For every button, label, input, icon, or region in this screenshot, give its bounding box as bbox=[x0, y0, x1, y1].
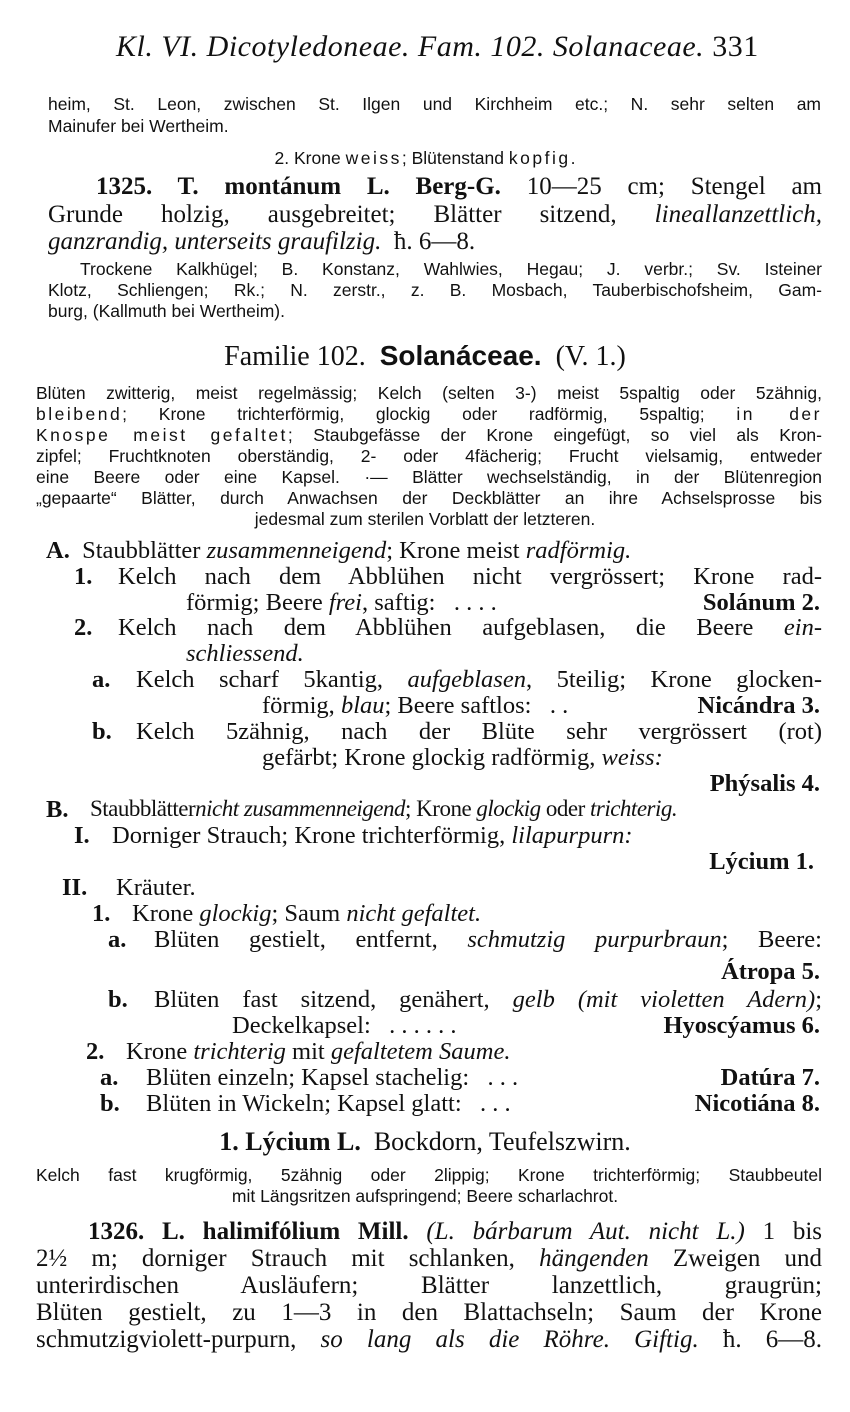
text-span: 1 bis bbox=[762, 1218, 822, 1245]
species-entry-line bbox=[48, 201, 822, 229]
species-name: 1326. L. halimifólium Mill. bbox=[88, 1218, 409, 1245]
key-line bbox=[90, 796, 677, 822]
text-span: , 5teilig; Krone glocken- bbox=[525, 666, 822, 693]
text-span: 10—25 cm; Stengel am bbox=[526, 173, 822, 200]
text-span: förmig; Beere bbox=[186, 589, 323, 616]
text-span: gefaltetem Saume. bbox=[330, 1038, 511, 1065]
key-line bbox=[186, 589, 497, 617]
key-line bbox=[146, 1090, 511, 1118]
key-line bbox=[118, 614, 822, 642]
key-line bbox=[232, 1012, 457, 1040]
species-entry-line bbox=[88, 1218, 822, 1246]
key-line: Kelch 5zähnig, nach der Blüte sehr vergrössert (rot) bbox=[136, 718, 822, 745]
text-span: Krone bbox=[126, 1038, 188, 1065]
text-span: Kelch nach dem Abblühen aufgeblasen, die Beere bbox=[118, 614, 754, 641]
running-head bbox=[116, 30, 759, 64]
text-span: glockig bbox=[199, 900, 272, 927]
text-span: Zweigen und bbox=[672, 1245, 823, 1272]
key-line: Kräuter. bbox=[116, 874, 196, 901]
text-span: , saftig: bbox=[362, 589, 436, 616]
text-span: weiss bbox=[345, 148, 402, 168]
text-line: heim, St. Leon, zwischen St. Ilgen und Kirchheim etc.; N. sehr selten am bbox=[48, 94, 821, 114]
text-span: ; Blütenstand bbox=[401, 148, 509, 168]
text-span: weiss: bbox=[601, 744, 663, 771]
text-span: (V. 1.) bbox=[555, 341, 626, 372]
text-span: ħ. 6—8. bbox=[393, 228, 476, 255]
key-line bbox=[262, 744, 663, 772]
species-entry-line bbox=[48, 228, 475, 256]
genus-name: 1. Lýcium L. bbox=[219, 1127, 361, 1156]
text-span: Krone bbox=[132, 900, 194, 927]
key-label: B. bbox=[46, 796, 69, 823]
group-heading bbox=[0, 148, 850, 169]
text-span: ganzrandig, unterseits graufilzig. bbox=[48, 228, 382, 255]
text-span: bleibend bbox=[36, 404, 123, 424]
text-span: Deckelkapsel: bbox=[232, 1012, 371, 1039]
text-span: schmutzig purpurbraun bbox=[467, 926, 722, 953]
text-span: ; bbox=[815, 986, 822, 1013]
text-span: ; Krone meist bbox=[386, 537, 520, 564]
text-span: Blüten in Wickeln; Kapsel glatt: bbox=[146, 1090, 462, 1117]
key-line bbox=[262, 692, 568, 720]
text-span: radförmig. bbox=[525, 537, 632, 564]
genus-heading bbox=[0, 1127, 850, 1157]
key-line bbox=[154, 986, 822, 1014]
text-span: oder bbox=[540, 796, 590, 821]
text-span: ; Beere saftlos: bbox=[384, 692, 532, 719]
text-span: nicht gefaltet. bbox=[346, 900, 482, 927]
key-line bbox=[46, 537, 631, 565]
text-span: förmig, bbox=[262, 692, 335, 719]
species-entry-line bbox=[96, 173, 822, 201]
genus-reference: Hyoscýamus 6. bbox=[663, 1012, 820, 1039]
text-span: Kelch scharf 5kantig, bbox=[136, 666, 384, 693]
text-span: (mit violetten Adern) bbox=[577, 986, 816, 1013]
family-description-line: Blüten zwitterig, meist regelmässig; Kelch (selten 3-) meist 5spaltig oder 5zähnig, bbox=[36, 383, 822, 403]
species-entry-line: unterirdischen Ausläufern; Blätter lanzettlich, graugrün; bbox=[36, 1272, 822, 1299]
text-span: 2. Krone bbox=[274, 148, 346, 168]
text-span: Dorniger Strauch; Krone trichterförmig, bbox=[112, 822, 506, 849]
family-description-line: zipfel; Fruchtknoten oberständig, 2- oder 4fächerig; Frucht vielsamig, entweder bbox=[36, 446, 822, 466]
text-span: glockig bbox=[476, 796, 541, 821]
genus-reference: Átropa 5. bbox=[721, 958, 820, 985]
leader-dots: . . . bbox=[487, 1064, 519, 1091]
key-label: a. bbox=[100, 1064, 119, 1091]
text-span: ; Krone bbox=[405, 796, 472, 821]
key-line bbox=[112, 822, 633, 850]
species-name: 1325. T. montánum L. Berg-G. bbox=[96, 173, 501, 200]
text-span: Blüten einzeln; Kapsel stachelig: bbox=[146, 1064, 470, 1091]
text-span: mit bbox=[292, 1038, 325, 1065]
text-span: Staubblätter bbox=[82, 537, 201, 564]
text-span: ein- bbox=[783, 614, 822, 641]
leader-dots: . . . . . . bbox=[389, 1012, 457, 1039]
key-label: b. bbox=[92, 718, 112, 745]
text-line: Mainufer bei Wertheim. bbox=[48, 116, 229, 136]
text-span: Blüten fast sitzend, genähert, bbox=[154, 986, 490, 1013]
page-number: 331 bbox=[712, 30, 759, 63]
text-span: Bockdorn, Teufelszwirn. bbox=[373, 1127, 631, 1156]
key-label: II. bbox=[62, 874, 88, 901]
key-label: a. bbox=[108, 926, 127, 953]
key-line bbox=[146, 1064, 518, 1092]
species-entry-line bbox=[36, 1245, 822, 1273]
family-description-line bbox=[36, 404, 822, 425]
key-line bbox=[136, 666, 822, 694]
text-span: kopfig bbox=[508, 148, 571, 168]
text-span: nicht zusammenneigend bbox=[195, 796, 406, 821]
text-span: ; Krone trichterförmig, glockig oder radförmig, 5spaltig; bbox=[122, 404, 705, 424]
family-name: Solanáceae. bbox=[379, 340, 542, 371]
species-entry-line: Blüten gestielt, zu 1—3 in den Blattachseln; Saum der Krone bbox=[36, 1299, 822, 1326]
key-label: 2. bbox=[74, 614, 93, 641]
text-span: frei bbox=[328, 589, 362, 616]
key-line bbox=[126, 1038, 510, 1066]
genus-reference: Solánum 2. bbox=[702, 589, 820, 616]
key-label: I. bbox=[74, 822, 90, 849]
running-head-title: Kl. VI. Dicotyledoneae. Fam. 102. Solanaceae. bbox=[116, 30, 705, 63]
text-span: schmutzigviolett-purpurn, bbox=[36, 1326, 297, 1353]
family-description-line: „gepaarte“ Blätter, durch Anwachsen der Deckblätter an ihre Achselsprosse bis bbox=[36, 488, 822, 508]
text-span: ħ. 6—8. bbox=[722, 1326, 823, 1353]
text-span: lineallanzettlich, bbox=[654, 201, 823, 228]
text-span: 2½ m; dorniger Strauch mit schlanken, bbox=[36, 1245, 515, 1272]
distribution-line: burg, (Kallmuth bei Wertheim). bbox=[48, 301, 285, 321]
leader-dots: . . bbox=[549, 692, 569, 719]
genus-reference: Datúra 7. bbox=[720, 1064, 820, 1091]
key-line: Kelch nach dem Abblühen nicht vergrössert; Krone rad- bbox=[118, 563, 822, 590]
key-label: a. bbox=[92, 666, 111, 693]
text-span: lilapurpurn: bbox=[511, 822, 633, 849]
text-span: ; Staubgefässe der Krone eingefügt, so viel als Kron- bbox=[287, 425, 822, 445]
key-label: A. bbox=[46, 537, 70, 564]
genus-reference: Lýcium 1. bbox=[709, 848, 814, 875]
family-description-line: jedesmal zum sterilen Vorblatt der letzteren. bbox=[254, 509, 596, 529]
distribution-line: Klotz, Schliengen; Rk.; N. zerstr., z. B. Mosbach, Tauberbischofsheim, Gam- bbox=[48, 280, 822, 300]
key-label: 2. bbox=[86, 1038, 105, 1065]
text-span: ; Saum bbox=[271, 900, 341, 927]
key-label: b. bbox=[100, 1090, 120, 1117]
text-span: zusammenneigend bbox=[206, 537, 387, 564]
key-label: b. bbox=[108, 986, 128, 1013]
key-line: schliessend. bbox=[186, 640, 304, 667]
genus-description-line: Kelch fast krugförmig, 5zähnig oder 2lippig; Krone trichterförmig; Staubbeutel bbox=[36, 1165, 822, 1185]
text-span: trichterig bbox=[193, 1038, 286, 1065]
family-description-line bbox=[36, 425, 822, 446]
key-label: 1. bbox=[92, 900, 111, 927]
text-span: gefärbt; Krone glockig radförmig, bbox=[262, 744, 596, 771]
genus-description-line: mit Längsritzen aufspringend; Beere scharlachrot. bbox=[231, 1186, 619, 1206]
text-span: ; Beere: bbox=[721, 926, 822, 953]
leader-dots: . . . . bbox=[453, 589, 497, 616]
key-line bbox=[154, 926, 822, 954]
key-label: 1. bbox=[74, 563, 93, 590]
text-span: Knospe meist gefaltet bbox=[36, 425, 288, 445]
key-line bbox=[132, 900, 481, 928]
text-span: in der bbox=[736, 404, 822, 424]
text-span: Familie 102. bbox=[224, 341, 366, 372]
family-heading bbox=[0, 340, 850, 373]
leader-dots: . . . bbox=[480, 1090, 511, 1117]
text-span: aufgeblasen bbox=[407, 666, 526, 693]
text-span: blau bbox=[340, 692, 385, 719]
distribution-line: Trockene Kalkhügel; B. Konstanz, Wahlwies, Hegau; J. verbr.; Sv. Isteiner bbox=[80, 259, 822, 279]
text-span: trichterig. bbox=[589, 796, 678, 821]
text-span: Blüten gestielt, entfernt, bbox=[154, 926, 438, 953]
text-span: Grunde holzig, ausgebreitet; Blätter sitzend, bbox=[48, 201, 617, 228]
family-description-line: eine Beere oder eine Kapsel. ·— Blätter wechselständig, in der Blütenregion bbox=[36, 467, 822, 487]
text-span: . bbox=[570, 148, 576, 168]
text-span: hängenden bbox=[539, 1245, 649, 1272]
genus-reference: Nicándra 3. bbox=[697, 692, 820, 719]
genus-reference: Phýsalis 4. bbox=[709, 770, 820, 797]
species-entry-line bbox=[36, 1326, 822, 1354]
text-span: so lang als die Röhre. Giftig. bbox=[320, 1326, 699, 1353]
text-span: gelb bbox=[512, 986, 555, 1013]
text-span: Staubblätter bbox=[90, 796, 196, 821]
genus-reference: Nicotiána 8. bbox=[694, 1090, 820, 1117]
text-span: (L. bárbarum Aut. nicht L.) bbox=[426, 1218, 745, 1245]
